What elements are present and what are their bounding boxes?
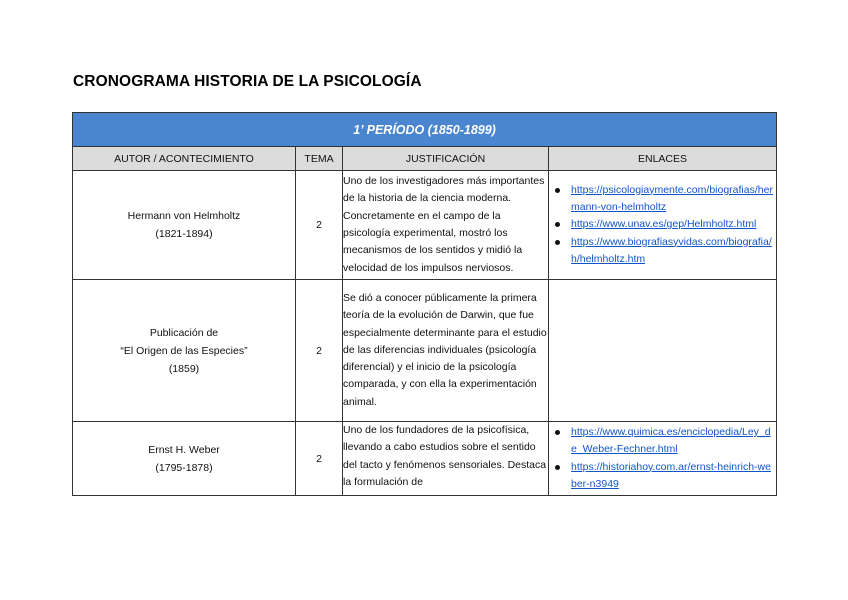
link-historiahoy[interactable]: https://historiahoy.com.ar/ernst-heinrich-weber-n3949: [571, 460, 771, 490]
justification-cell: Uno de los investigadores más importantes de la historia de la ciencia moderna. Concretamente en el campo de la psicología experimental, mostró los mecanismos de los sentidos y midió la velocidad de los impulsos nerviosos.: [343, 171, 549, 280]
justification-text: Uno de los fundadores de la psicofísica, llevando a cabo estudios sobre el sentido del tacto y fenómenos sensoriales. Destaca la formulación de: [343, 424, 547, 488]
list-item: [571, 234, 776, 269]
author-name: Ernst H. Weber: [148, 443, 220, 456]
list-item: [571, 459, 776, 494]
table-row: [73, 280, 777, 422]
links-list: [549, 182, 776, 268]
tema-cell: 2: [296, 422, 343, 496]
list-item: [571, 424, 776, 459]
column-header-links: ENLACES: [549, 147, 777, 171]
chronogram-table: [72, 112, 777, 496]
link-psicologiaymente[interactable]: https://psicologiaymente.com/biografias/hermann-von-helmholtz: [571, 183, 773, 214]
links-cell-empty: [549, 280, 777, 422]
event-label: Publicación de: [149, 326, 219, 339]
author-dates: (1795-1878): [155, 461, 213, 474]
event-date: (1859): [168, 362, 200, 375]
column-header-tema: TEMA: [296, 147, 343, 171]
event-name: “El Origen de las Especies”: [120, 344, 248, 357]
link-biografiasyvidas[interactable]: https://www.biografiasyvidas.com/biografia/h/helmholtz.htm: [571, 235, 772, 265]
list-item: [571, 216, 776, 233]
links-list: [549, 424, 776, 493]
list-item: [571, 182, 776, 217]
links-cell: [549, 422, 777, 496]
link-unav[interactable]: https://www.unav.es/gep/Helmholtz.html: [571, 218, 757, 231]
author-cell: [73, 171, 296, 280]
column-header-author: AUTOR / ACONTECIMIENTO: [73, 147, 296, 171]
link-quimica[interactable]: https://www.quimica.es/enciclopedia/Ley_de_Weber-Fechner.html: [571, 425, 771, 456]
links-cell: [549, 171, 777, 280]
table-row: [73, 171, 777, 280]
author-cell: [73, 280, 296, 422]
period-header-row: [73, 113, 777, 147]
table-row: [73, 422, 777, 496]
tema-cell: 2: [296, 171, 343, 280]
tema-cell: 2: [296, 280, 343, 422]
author-dates: (1821-1894): [155, 228, 213, 240]
period-title: 1’ PERÍODO (1850-1899): [73, 113, 777, 147]
justification-cell: [343, 422, 549, 496]
justification-cell: Se dió a conocer públicamente la primera teoría de la evolución de Darwin, que fue especialmente determinante para el estudio de las diferencias individuales (psicología diferencial) y el inicio de la psicología comparada, y con ella la experimentación animal.: [343, 280, 549, 422]
author-name: Hermann von Helmholtz: [127, 210, 241, 222]
document-title: CRONOGRAMA HISTORIA DE LA PSICOLOGÍA: [73, 73, 422, 90]
column-header-justification: JUSTIFICACIÓN: [343, 147, 549, 171]
author-cell: [73, 422, 296, 496]
column-header-row: [73, 147, 777, 171]
